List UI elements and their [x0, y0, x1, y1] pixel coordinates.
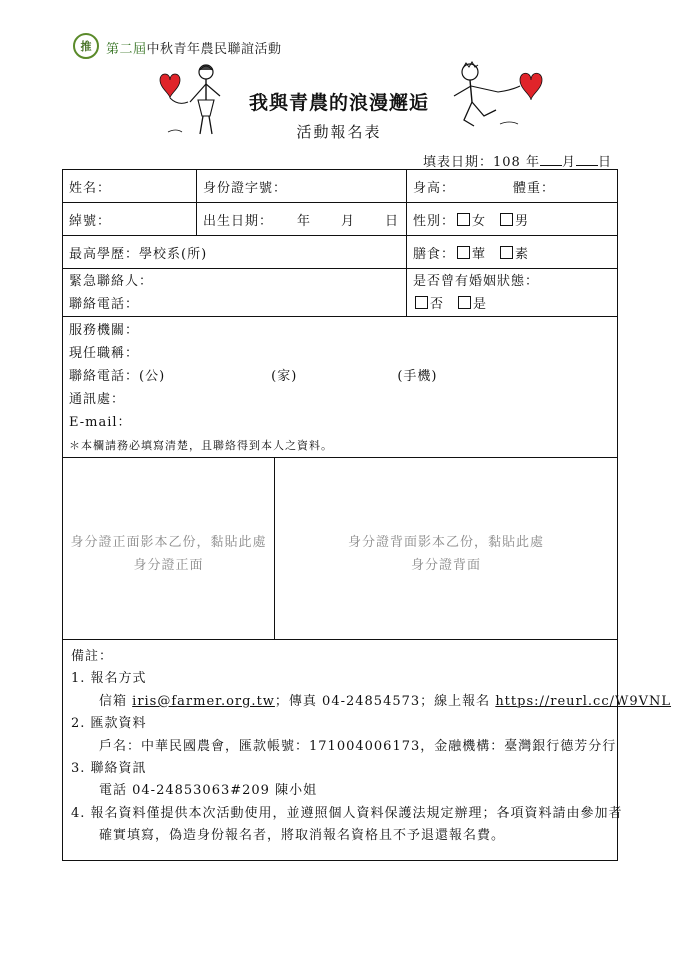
- height-weight-field[interactable]: [407, 170, 618, 203]
- nickname-label: 綽號：: [69, 213, 112, 229]
- contact-phone-label: 聯絡電話：: [69, 296, 140, 312]
- online-registration-link[interactable]: https://reurl.cc/W9VNL: [495, 693, 672, 709]
- office-phone-label: 聯絡電話：(公): [69, 369, 166, 384]
- note-contact-title: 3. 聯絡資訊: [71, 761, 147, 777]
- event-header: [106, 38, 282, 57]
- birth-year-label: 年: [297, 213, 312, 229]
- note-privacy-line-2: 確實填寫，偽造身份報名者，將取消報名資格且不予退還報名費。: [99, 828, 506, 844]
- notes-section: [63, 640, 672, 861]
- gender-female-checkbox[interactable]: [457, 213, 470, 226]
- name-field[interactable]: [63, 170, 197, 203]
- marital-no-label: 否: [430, 296, 445, 312]
- job-title-label: 現任職稱：: [69, 346, 140, 361]
- gender-female-label: 女: [472, 213, 487, 229]
- note-fax-text: ；傳真 04-24854573；線上報名: [274, 693, 491, 709]
- education-label: 最高學歷：學校系(所): [69, 246, 208, 262]
- contact-details-field[interactable]: [63, 317, 618, 458]
- id-number-field[interactable]: [197, 170, 407, 203]
- meal-label: 膳食：: [413, 246, 456, 262]
- gender-male-label: 男: [515, 213, 530, 229]
- id-front-label: 身分證正面: [133, 558, 204, 573]
- id-front-instruction: 身分證正面影本乙份，黏貼此處: [70, 535, 267, 550]
- fill-instruction-note: ＊本欄請務必填寫清楚，且聯絡得到本人之資料。: [69, 439, 333, 452]
- id-back-photo-area: [275, 458, 618, 640]
- birth-date-field[interactable]: [197, 203, 407, 236]
- note-mail-prefix: 信箱: [99, 693, 128, 709]
- page-subtitle: 活動報名表: [296, 123, 382, 141]
- date-label: 填表日期：108 年: [423, 155, 540, 170]
- logo-character: 推: [80, 40, 92, 53]
- marital-no-checkbox[interactable]: [415, 296, 428, 309]
- gender-male-checkbox[interactable]: [500, 213, 513, 226]
- note-remittance-title: 2. 匯款資料: [71, 716, 147, 732]
- date-month: 月: [561, 155, 576, 170]
- nickname-field[interactable]: [63, 203, 197, 236]
- meal-veg-label: 素: [515, 246, 530, 262]
- birth-month-label: 月: [341, 213, 356, 229]
- note-contact-detail: 電話 04-24853063#209 陳小姐: [99, 783, 318, 799]
- meal-veg-checkbox[interactable]: [500, 246, 513, 259]
- registration-email-link[interactable]: iris@farmer.org.tw: [132, 693, 275, 709]
- emergency-contact-field[interactable]: [63, 269, 407, 317]
- marital-status-field: [407, 269, 618, 317]
- meal-meat-label: 葷: [472, 246, 487, 262]
- email-label: E-mail：: [69, 415, 132, 430]
- meal-meat-checkbox[interactable]: [457, 246, 470, 259]
- note-privacy-line-1: 4. 報名資料僅提供本次活動使用，並遵照個人資料保護法規定辦理；各項資料請由參加者: [71, 805, 623, 821]
- marital-yes-checkbox[interactable]: [458, 296, 471, 309]
- weight-label: 體重：: [513, 180, 556, 196]
- name-label: 姓名：: [69, 180, 112, 196]
- date-day: 日: [597, 155, 612, 170]
- id-back-label: 身分證背面: [411, 558, 482, 573]
- organization-logo: [73, 33, 99, 59]
- gender-field: [407, 203, 618, 236]
- page-title: 我與青農的浪漫邂逅: [248, 92, 429, 114]
- id-back-instruction: 身分證背面影本乙份，黏貼此處: [348, 535, 545, 550]
- event-prefix: 第二屆: [106, 42, 147, 57]
- meal-field: [407, 236, 618, 269]
- fill-date: [423, 151, 612, 170]
- day-blank[interactable]: [576, 153, 598, 166]
- height-label: 身高：: [413, 180, 456, 196]
- marital-status-label: 是否曾有婚姻狀態：: [413, 273, 540, 289]
- address-label: 通訊處：: [69, 392, 126, 407]
- note-registration-method-title: 1. 報名方式: [71, 671, 147, 687]
- home-phone-label: (家): [271, 369, 298, 384]
- id-front-photo-area: [63, 458, 275, 640]
- event-name: 中秋青年農民聯誼活動: [146, 42, 282, 57]
- note-remittance-detail: 戶名：中華民國農會，匯款帳號：171004006173，金融機構：臺灣銀行德芳分行: [99, 738, 617, 754]
- education-field[interactable]: [63, 236, 407, 269]
- registration-form: [62, 169, 672, 861]
- id-number-label: 身份證字號：: [203, 180, 288, 196]
- emergency-contact-label: 緊急聯絡人：: [69, 273, 154, 289]
- birth-date-label: 出生日期：: [203, 213, 274, 229]
- month-blank[interactable]: [540, 153, 562, 166]
- gender-label: 性別：: [413, 213, 456, 229]
- mobile-phone-label: (手機): [397, 369, 438, 384]
- notes-heading: 備註：: [71, 649, 114, 664]
- employer-label: 服務機關：: [69, 323, 140, 338]
- birth-day-label: 日: [385, 213, 400, 229]
- marital-yes-label: 是: [473, 296, 488, 312]
